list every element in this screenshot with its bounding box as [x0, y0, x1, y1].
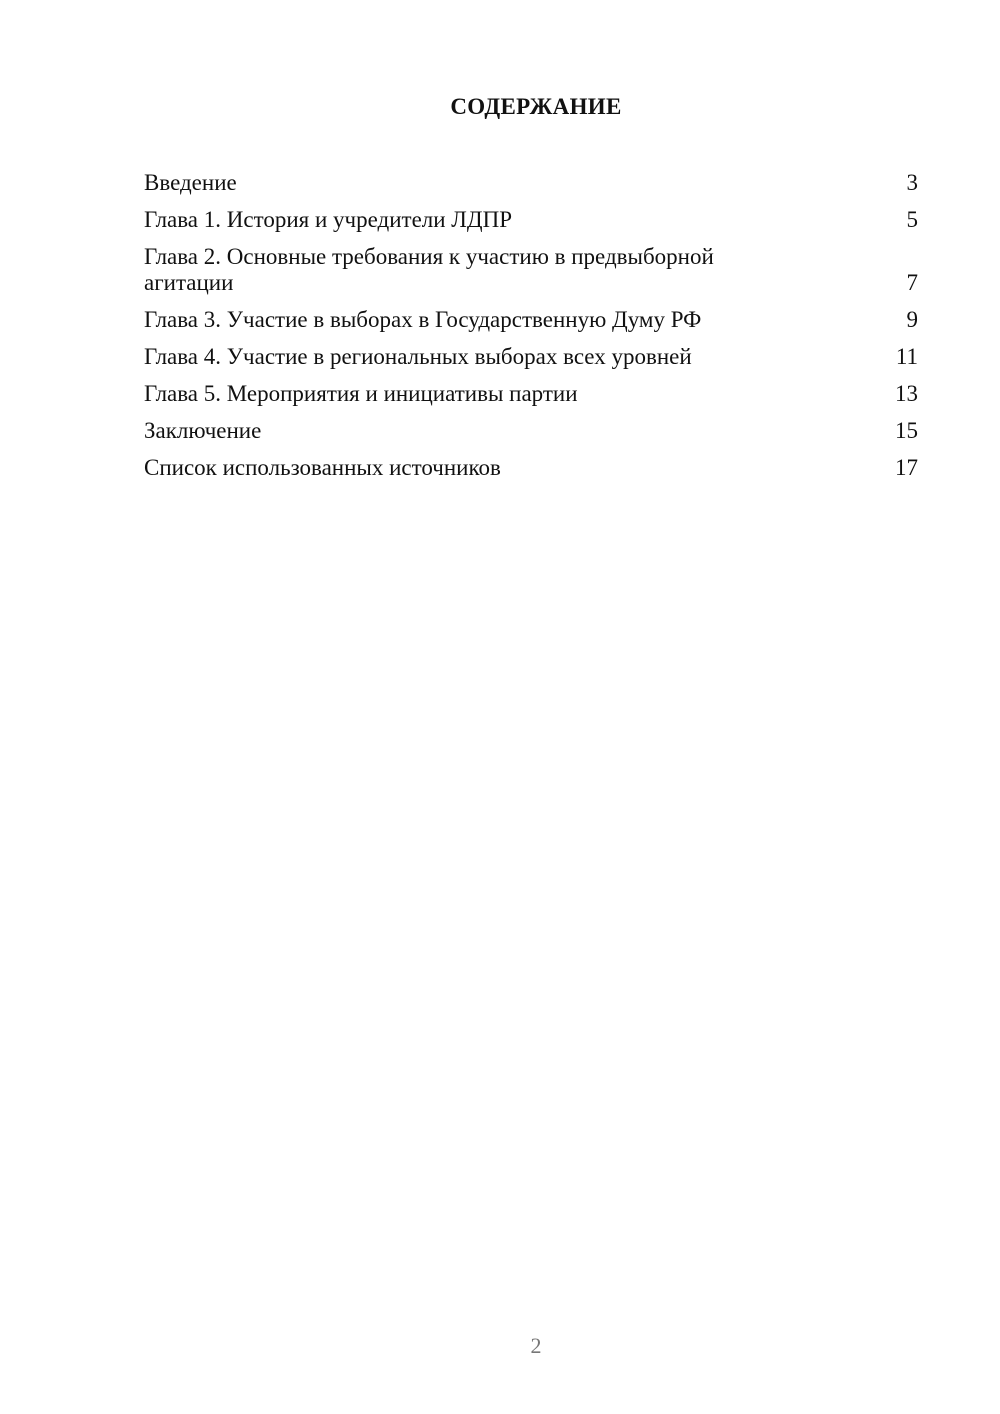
toc-entry-title: Глава 1. История и учредители ЛДПР: [144, 207, 512, 232]
page-number: 2: [530, 1333, 542, 1358]
toc-entry-page: 15: [895, 418, 918, 443]
toc-entry-page: 3: [906, 170, 918, 195]
toc-entry[interactable]: [144, 170, 918, 196]
toc-entry-page: 5: [906, 207, 918, 232]
page-title: СОДЕРЖАНИЕ: [450, 94, 622, 119]
toc-entry[interactable]: [144, 418, 918, 444]
toc-entry[interactable]: [144, 344, 918, 370]
toc-entry-title: Список использованных источников: [144, 455, 501, 480]
toc-entry-title: Заключение: [144, 418, 262, 443]
toc-entry-title: Глава 3. Участие в выборах в Государственную Думу РФ: [144, 307, 702, 332]
toc-entry[interactable]: [144, 207, 918, 233]
toc-entry-title: Глава 2. Основные требования к участию в предвыборной агитации: [144, 244, 714, 295]
toc-entry-title: Глава 4. Участие в региональных выборах всех уровней: [144, 344, 692, 369]
toc-entry[interactable]: [144, 381, 918, 407]
toc-entry-page: 7: [906, 270, 918, 295]
toc-entry[interactable]: [144, 244, 918, 296]
toc-entry-page: 13: [895, 381, 918, 406]
toc-entry-title: Глава 5. Мероприятия и инициативы партии: [144, 381, 578, 406]
toc-entry-page: 11: [895, 344, 918, 369]
table-of-contents: [144, 170, 918, 492]
toc-entry-title: Введение: [144, 170, 237, 195]
toc-entry-page: 17: [895, 455, 918, 480]
toc-entry-page: 9: [906, 307, 918, 332]
toc-entry[interactable]: [144, 455, 918, 481]
toc-entry[interactable]: [144, 307, 918, 333]
